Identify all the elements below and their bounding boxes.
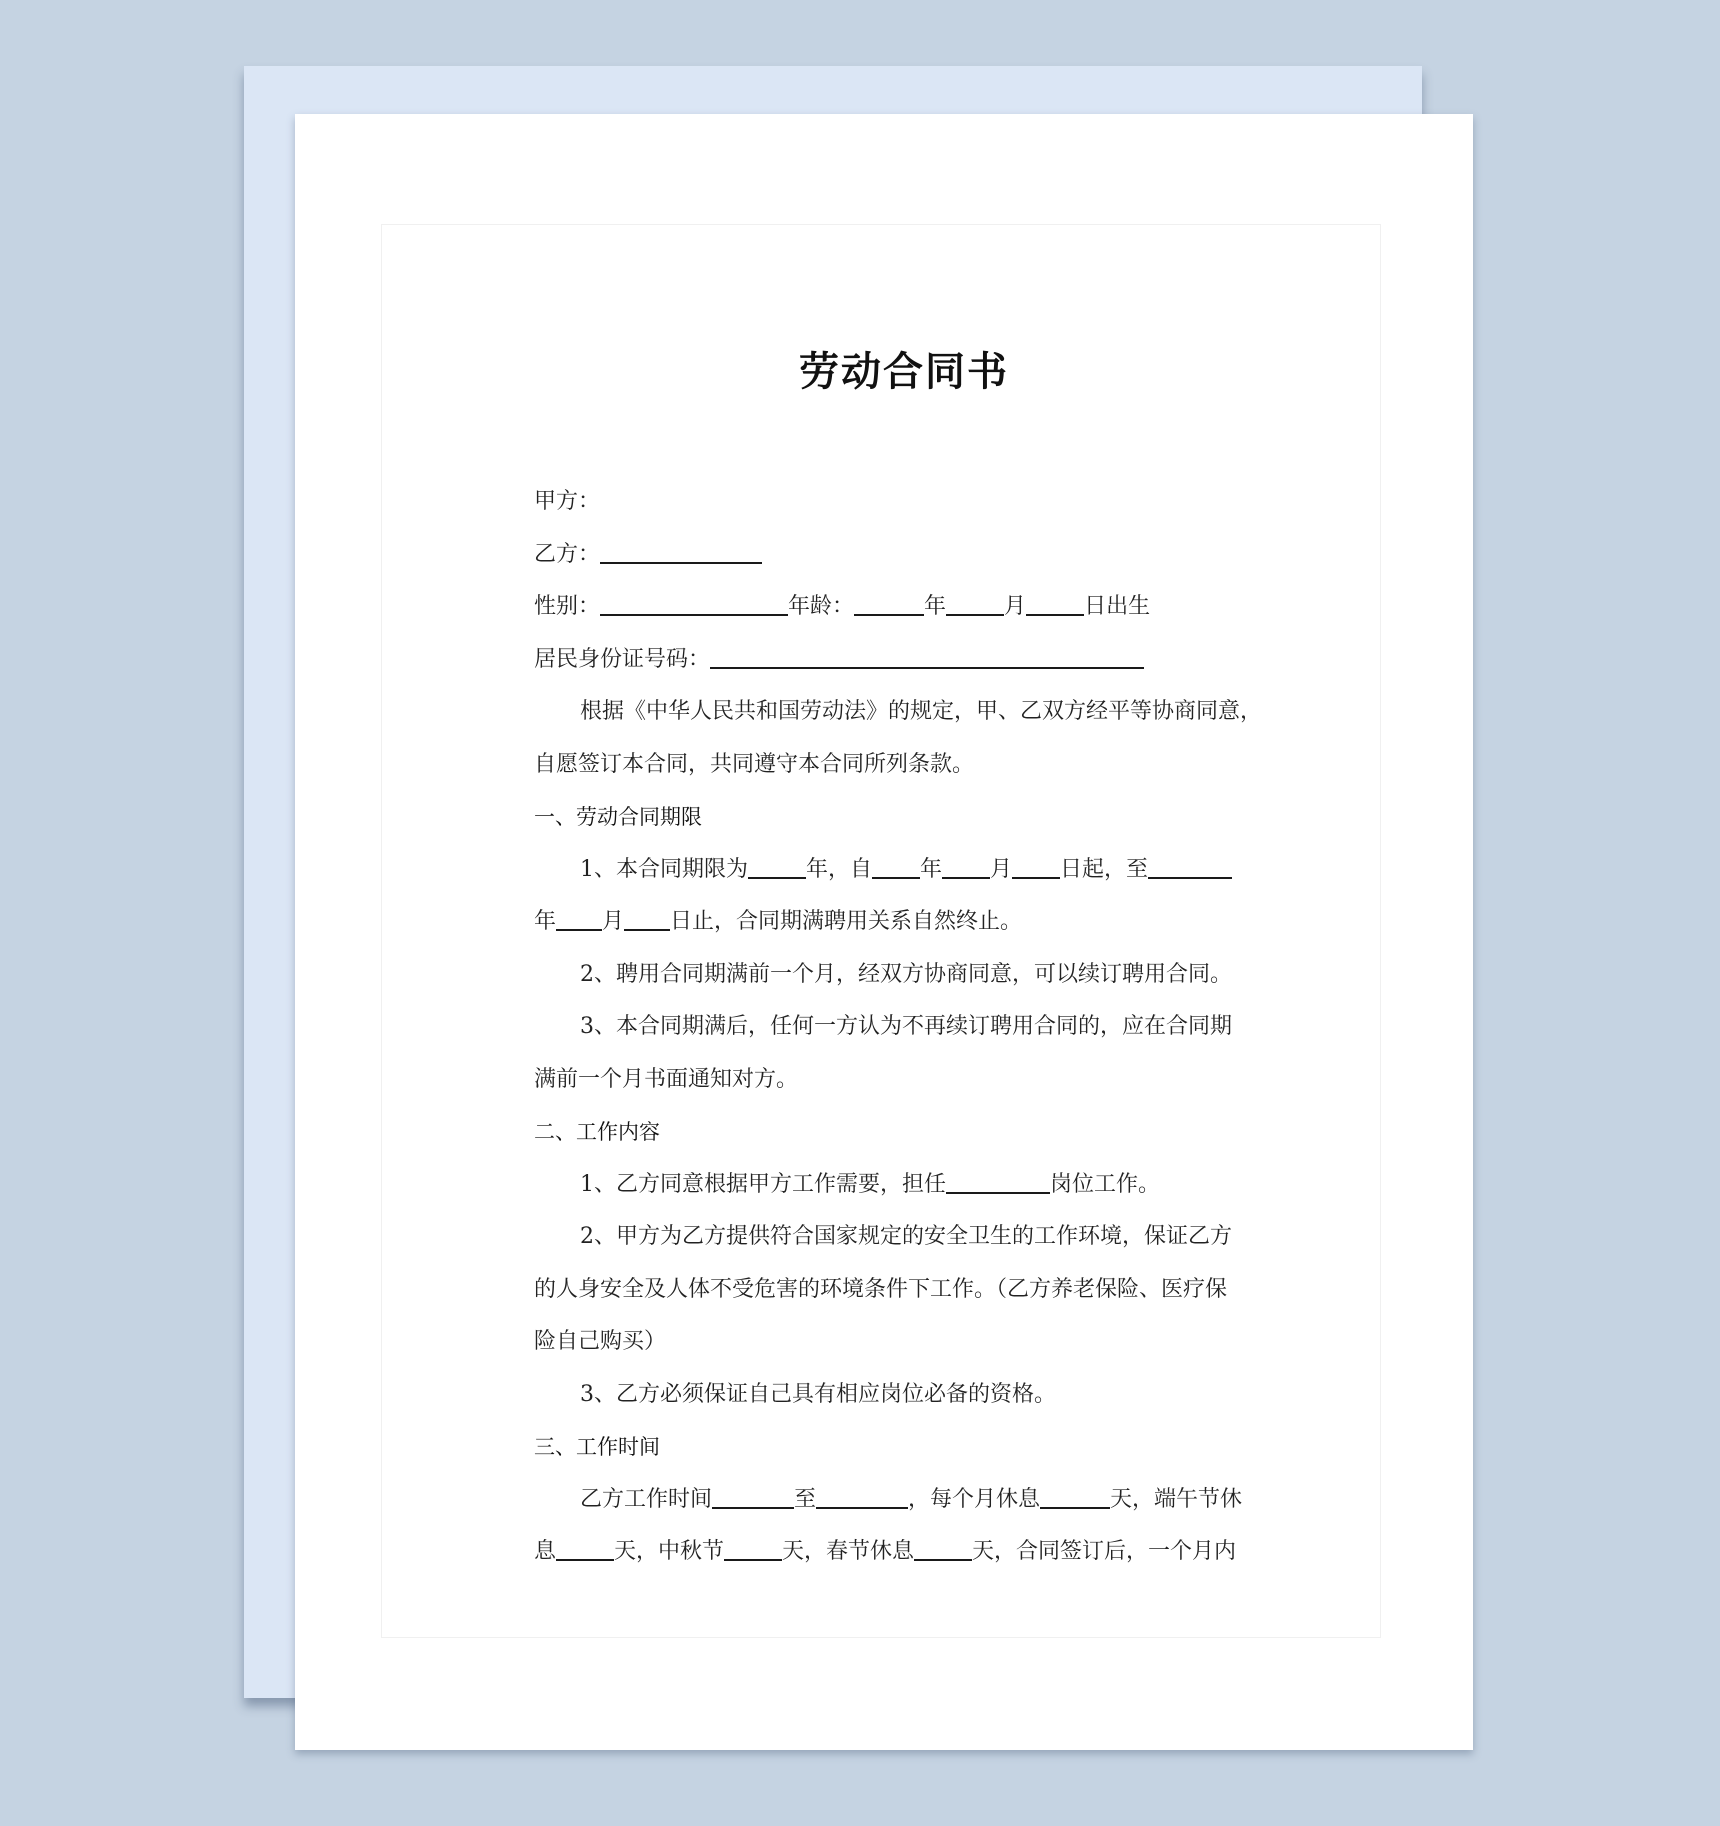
position-clause (534, 1159, 1274, 1212)
term-text-f: 年 (534, 909, 557, 934)
hours-text-c: ，每个月休息 (908, 1486, 1041, 1512)
term-text-h: 日止，合同期满聘用关系自然终止。 (670, 909, 1023, 934)
hours-text-a: 乙方工作时间 (580, 1486, 713, 1512)
month-label: 月 (1004, 594, 1027, 619)
party-a-label: 甲方： (534, 489, 601, 514)
term-years-blank[interactable] (748, 859, 806, 879)
section-3-heading: 三、工作时间 (534, 1435, 660, 1459)
birth-year-blank[interactable] (854, 596, 924, 616)
hours-clause-line-1 (534, 1474, 1274, 1527)
position-text-b: 岗位工作。 (1050, 1171, 1161, 1197)
term-clause-line-1 (534, 844, 1274, 897)
non-renewal-clause-line-2: 满前一个月书面通知对方。 (534, 1066, 799, 1092)
gender-age-line (534, 581, 1274, 634)
intro-line-1: 根据《中华人民共和国劳动法》的规定，甲、乙双方经平等协商同意， (580, 699, 1263, 724)
holiday-text-c: 天，春节休息 (782, 1539, 915, 1564)
term-text-e: 日起，至 (1060, 856, 1149, 882)
document-page (295, 114, 1473, 1750)
start-month-blank[interactable] (942, 859, 990, 879)
document-title: 劳动合同书 (799, 349, 1009, 395)
gender-blank[interactable] (600, 596, 788, 616)
birth-day-blank[interactable] (1026, 596, 1084, 616)
id-label: 居民身份证号码： (534, 646, 711, 672)
section-1-heading: 一、劳动合同期限 (534, 805, 702, 829)
start-day-blank[interactable] (1012, 859, 1060, 879)
work-start-blank[interactable] (712, 1489, 794, 1509)
document-body (534, 344, 1274, 1579)
party-a-line (534, 476, 1274, 529)
start-year-blank[interactable] (872, 859, 920, 879)
hours-clause-line-2 (534, 1526, 1274, 1579)
intro-line-2: 自愿签订本合同，共同遵守本合同所列条款。 (534, 751, 975, 777)
holiday-text-b: 天，中秋节 (614, 1539, 725, 1564)
mid-autumn-days-blank[interactable] (724, 1541, 782, 1561)
party-b-label: 乙方： (534, 541, 601, 567)
term-text-g: 月 (602, 909, 625, 934)
gender-label: 性别： (534, 594, 601, 619)
age-label: 年龄： (788, 594, 855, 619)
hours-text-b: 至 (794, 1486, 817, 1512)
safety-clause-line-2: 的人身安全及人体不受危害的环境条件下工作。（乙方养老保险、医疗保 (534, 1276, 1228, 1302)
term-text-a: 1、本合同期限为 (580, 856, 748, 882)
holiday-text-a: 息 (534, 1539, 557, 1564)
work-end-blank[interactable] (816, 1489, 908, 1509)
end-day-blank[interactable] (624, 911, 670, 931)
spring-festival-days-blank[interactable] (914, 1541, 972, 1561)
monthly-rest-blank[interactable] (1040, 1489, 1110, 1509)
id-number-blank[interactable] (710, 649, 1144, 669)
qualification-clause: 3、乙方必须保证自己具有相应岗位必备的资格。 (580, 1381, 1056, 1407)
party-b-blank[interactable] (600, 544, 762, 564)
dragon-boat-days-blank[interactable] (556, 1541, 614, 1561)
safety-clause-line-3: 险自己购买） (534, 1329, 667, 1354)
position-blank[interactable] (946, 1174, 1050, 1194)
term-text-b: 年，自 (806, 856, 873, 882)
term-text-c: 年 (920, 856, 943, 882)
section-2-heading: 二、工作内容 (534, 1120, 660, 1144)
party-b-line (534, 529, 1274, 582)
non-renewal-clause-line-1: 3、本合同期满后，任何一方认为不再续订聘用合同的，应在合同期 (580, 1014, 1232, 1039)
safety-clause-line-1: 2、甲方为乙方提供符合国家规定的安全卫生的工作环境，保证乙方 (580, 1224, 1232, 1249)
end-month-blank[interactable] (556, 911, 602, 931)
birth-suffix: 日出生 (1084, 594, 1151, 619)
end-year-blank[interactable] (1148, 859, 1232, 879)
hours-text-d: 天，端午节休 (1110, 1486, 1243, 1512)
year-label: 年 (924, 594, 947, 619)
term-text-d: 月 (990, 856, 1013, 882)
renewal-clause: 2、聘用合同期满前一个月，经双方协商同意，可以续订聘用合同。 (580, 961, 1232, 987)
holiday-text-d: 天，合同签订后，一个月内 (972, 1539, 1237, 1564)
id-number-line (534, 634, 1274, 687)
term-clause-line-2 (534, 896, 1274, 949)
birth-month-blank[interactable] (946, 596, 1004, 616)
position-text-a: 1、乙方同意根据甲方工作需要，担任 (580, 1171, 946, 1197)
